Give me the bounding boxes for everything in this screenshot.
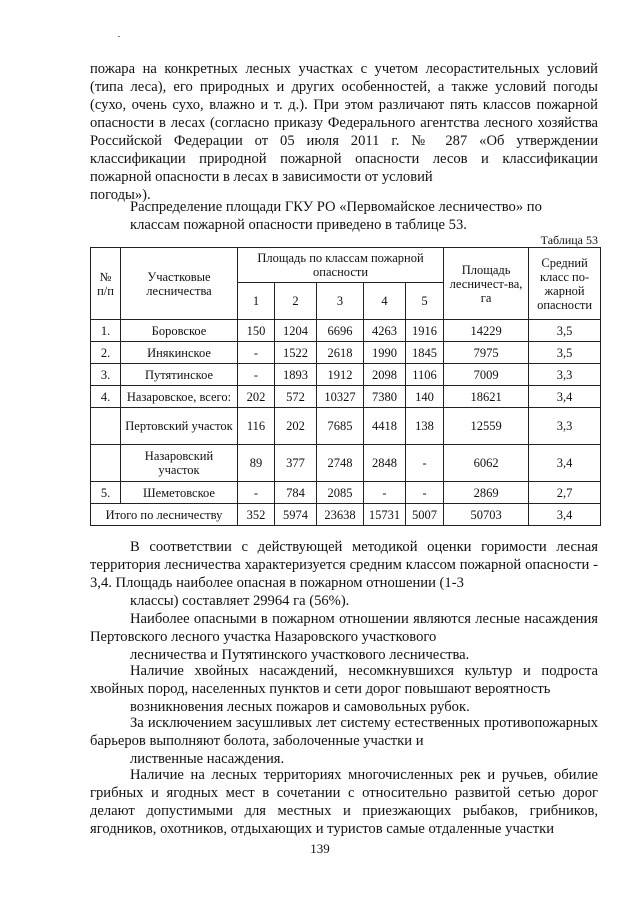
cell-forestry: Боровское <box>121 320 238 342</box>
cell-forestry: Пертовский участок <box>121 408 238 445</box>
cell-class-4: 2848 <box>364 445 406 482</box>
cell-class-2: 784 <box>275 482 317 504</box>
table-row <box>91 408 601 445</box>
table-row <box>91 342 601 364</box>
cell-class-4: 4418 <box>364 408 406 445</box>
cell-class-3: 6696 <box>317 320 364 342</box>
cell-class-2: 202 <box>275 408 317 445</box>
cell-forestry: Инякинское <box>121 342 238 364</box>
cell-num: 1. <box>91 320 121 342</box>
cell-forestry: Назаровское, всего: <box>121 386 238 408</box>
cell-class-2: 1204 <box>275 320 317 342</box>
cell-forestry: Назаровский участок <box>121 445 238 482</box>
table-caption: Таблица 53 <box>540 233 598 247</box>
header-class-2: 2 <box>275 283 317 320</box>
cell-class-5: - <box>406 445 444 482</box>
cell-class-2: 5974 <box>275 504 317 526</box>
table-row <box>91 386 601 408</box>
cell-num <box>91 408 121 445</box>
cell-avg: 3,5 <box>529 320 601 342</box>
cell-class-5: - <box>406 482 444 504</box>
cell-class-4: 4263 <box>364 320 406 342</box>
table-row <box>91 445 601 482</box>
cell-class-3: 1912 <box>317 364 364 386</box>
cell-class-1: 202 <box>238 386 275 408</box>
cell-class-3: 7685 <box>317 408 364 445</box>
cell-avg: 3,3 <box>529 364 601 386</box>
cell-class-2: 1893 <box>275 364 317 386</box>
cell-area: 2869 <box>444 482 529 504</box>
cell-forestry: Шеметовское <box>121 482 238 504</box>
cell-avg: 3,4 <box>529 504 601 526</box>
header-class-4: 4 <box>364 283 406 320</box>
header-forestry: Участковые лесничества <box>121 248 238 320</box>
cell-class-4: 7380 <box>364 386 406 408</box>
cell-avg: 3,3 <box>529 408 601 445</box>
header-area-by-class: Площадь по классам пожарной опасности <box>238 248 444 283</box>
cell-class-4: 15731 <box>364 504 406 526</box>
cell-avg: 3,4 <box>529 386 601 408</box>
fire-class-table <box>90 247 601 526</box>
cell-class-2: 572 <box>275 386 317 408</box>
cell-class-3: 2085 <box>317 482 364 504</box>
cell-class-1: - <box>238 342 275 364</box>
cell-class-2: 377 <box>275 445 317 482</box>
header-total-area: Площадь лесничест-ва, га <box>444 248 529 320</box>
header-class-5: 5 <box>406 283 444 320</box>
table-row <box>91 364 601 386</box>
paragraph-table-intro: Распределение площади ГКУ РО «Первомайское лесничество» по классам пожарной опасности приведено в таблице 53. <box>130 199 542 233</box>
header-num: № п/п <box>91 248 121 320</box>
cell-class-3: 2618 <box>317 342 364 364</box>
cell-num: 3. <box>91 364 121 386</box>
cell-avg: 3,4 <box>529 445 601 482</box>
cell-class-1: 89 <box>238 445 275 482</box>
cell-class-3: 2748 <box>317 445 364 482</box>
cell-class-5: 1106 <box>406 364 444 386</box>
header-class-3: 3 <box>317 283 364 320</box>
cell-class-5: 138 <box>406 408 444 445</box>
cell-class-5: 140 <box>406 386 444 408</box>
cell-class-1: 150 <box>238 320 275 342</box>
cell-class-4: - <box>364 482 406 504</box>
cell-area: 50703 <box>444 504 529 526</box>
cell-class-1: - <box>238 364 275 386</box>
cell-class-5: 1916 <box>406 320 444 342</box>
cell-area: 12559 <box>444 408 529 445</box>
header-class-1: 1 <box>238 283 275 320</box>
cell-class-4: 2098 <box>364 364 406 386</box>
cell-class-1: - <box>238 482 275 504</box>
cell-area: 6062 <box>444 445 529 482</box>
cell-class-3: 10327 <box>317 386 364 408</box>
paragraph-most-dangerous: Наиболее опасными в пожарном отношении являются лесные насаждения Пертовского лесного участка Назаровского участкового лесничества и Путятинского участкового лесничества. <box>90 611 598 663</box>
table-row <box>91 320 601 342</box>
cell-area: 7975 <box>444 342 529 364</box>
paragraph-avg-class: В соответствии с действующей методикой оценки горимости лесная территория лесничества характеризуется средним классом пожарной опасности - 3,4. Площадь наиболее опасная в пожарном отношении (1-3 классы) составляет 29964 га (56%). <box>90 539 598 609</box>
cell-area: 14229 <box>444 320 529 342</box>
cell-num: 5. <box>91 482 121 504</box>
cell-forestry: Путятинское <box>121 364 238 386</box>
header-avg-class: Средний класс по-жарной опасности <box>529 248 601 320</box>
cell-num <box>91 445 121 482</box>
cell-class-2: 1522 <box>275 342 317 364</box>
paragraph-risk-factors: Наличие хвойных насаждений, несомкнувшихся культур и подроста хвойных пород, населенных пунктов и сети дорог повышают вероятность возникновения лесных пожаров и самовольных рубок. <box>90 663 598 715</box>
cell-class-1: 352 <box>238 504 275 526</box>
cell-avg: 3,5 <box>529 342 601 364</box>
table-row <box>91 482 601 504</box>
cell-num: 2. <box>91 342 121 364</box>
scan-mark <box>118 36 120 37</box>
cell-class-3: 23638 <box>317 504 364 526</box>
paragraph-rivers: Наличие на лесных территориях многочисленных рек и ручьев, обилие грибных и ягодных мест в сочетании с относительно развитой сетью дорог делают допустимыми для местных и приезжающих рыбаков, грибников, ягодников, охотников, отдыхающих и туристов самые отдаленные участки <box>90 767 598 837</box>
cell-class-4: 1990 <box>364 342 406 364</box>
cell-total-label: Итого по лесничеству <box>91 504 238 526</box>
cell-area: 7009 <box>444 364 529 386</box>
page-number: 139 <box>310 841 330 856</box>
cell-avg: 2,7 <box>529 482 601 504</box>
paragraph-natural-barriers: За исключением засушливых лет систему естественных противопожарных барьеров выполняют болота, заболоченные участки и лиственные насаждения. <box>90 715 598 767</box>
cell-class-5: 1845 <box>406 342 444 364</box>
table-total-row <box>91 504 601 526</box>
cell-area: 18621 <box>444 386 529 408</box>
cell-num: 4. <box>91 386 121 408</box>
cell-class-1: 116 <box>238 408 275 445</box>
paragraph-fire-classes: пожара на конкретных лесных участках с учетом лесорастительных условий (типа леса), его природных и других особенностей, а также условий погоды (сухо, очень сухо, влажно и т. д.). При этом различают пять классов пожарной опасности в лесах (согласно приказу Федерального агентства лесного хозяйства Российской Федерации от 05 июля 2011 г. № 287 «Об утверждении классификации природной пожарной опасности лесов и классификации пожарной опасности в лесах в зависимости от условий погоды»). <box>90 61 598 203</box>
cell-class-5: 5007 <box>406 504 444 526</box>
